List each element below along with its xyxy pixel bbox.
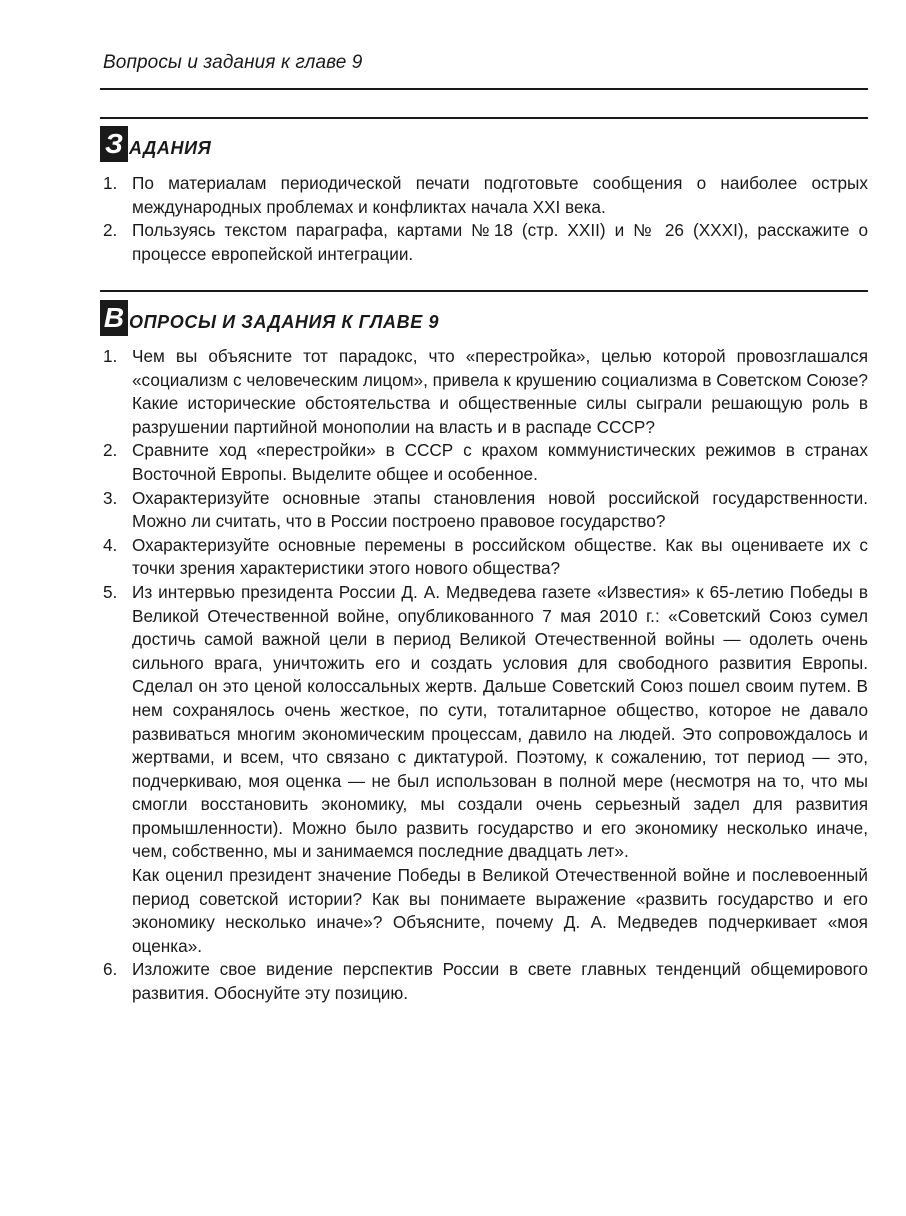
- item-text: Пользуясь текстом параграфа, картами №18 (стр. XXII) и № 26 (XXXI), расскажите о процессе европейской интеграции.: [132, 220, 868, 264]
- tasks-heading-text: АДАНИЯ: [129, 138, 212, 158]
- item-number: 5.: [103, 581, 118, 602]
- list-item: [103, 219, 868, 266]
- item-text: По материалам периодической печати подготовьте сообщения о наиболее острых международных проблемах и конфликтах начала XXI века.: [132, 173, 868, 217]
- item-number: 2.: [103, 440, 118, 461]
- list-item: [103, 487, 868, 534]
- item-text: Охарактеризуйте основные перемены в российском обществе. Как вы оцениваете их с точки зрения характеристики этого нового общества?: [132, 534, 868, 579]
- item-text: Из интервью президента России Д. А. Медведева газете «Известия» к 65-летию Победы в Великой Отечественной войне, опубликованного 7 мая 2010 г.: «Советский Союз сумел достичь самой важной цели в период Великой Отечественной войны — одолеть очень сильного врага, уничтожить его и создать условия для свободного развития Европы. Сделал он это ценой колоссальных жертв. Дальше Советский Союз пошел своим путем. В нем сохранялось очень жесткое, по сути, тоталитарное общество, которое не давало развиваться многим экономическим процессам, давило на людей. Это сопровождалось и жертвами, и всем, что связано с диктатурой. Поэтому, к сожалению, тот период — это, подчеркиваю, моя оценка — не был использован в полной мере (несмотря на то, что мы смогли восстановить экономику, мы создали очень серьезный задел для развития промышленности). Можно было развить государство и его экономику несколько иначе, чем, собственно, мы и занимаемся последние двадцать лет».: [132, 581, 868, 862]
- questions-list: [103, 345, 868, 1006]
- item-text: Изложите свое видение перспектив России в свете главных тенденций общемирового развития. Обоснуйте эту позицию.: [132, 959, 868, 1004]
- item-text: Сравните ход «перестройки» в СССР с крахом коммунистических режимов в странах Восточной Европы. Выделите общее и особенное.: [132, 440, 868, 484]
- item-text: Чем вы объясните тот парадокс, что «перестройка», целью которой провозглашался «социализм с человеческим лицом», привела к крушению социализма в Советском Союзе? Какие исторические обстоятельства и общественные силы сыграли решающую роль в разрушении партийной монополии на власть и в распаде СССР?: [132, 346, 868, 437]
- tasks-heading: [100, 122, 211, 162]
- item-number: 4.: [103, 534, 118, 555]
- questions-heading-text: ОПРОСЫ И ЗАДАНИЯ К ГЛАВЕ 9: [129, 312, 440, 332]
- item-number: 1.: [103, 173, 118, 193]
- list-item: [103, 534, 868, 581]
- item-number: 1.: [103, 346, 118, 366]
- item-text: Охарактеризуйте основные этапы становления новой российской государственности. Можно ли считать, что в России построено правовое государство?: [132, 487, 868, 532]
- questions-section-rule: [100, 290, 868, 292]
- tasks-list: [103, 172, 868, 266]
- item-number: 6.: [103, 959, 118, 980]
- item-number: 3.: [103, 487, 118, 508]
- list-item: [103, 345, 868, 439]
- questions-heading-initial: В: [100, 300, 128, 336]
- running-head: Вопросы и задания к главе 9: [103, 52, 363, 73]
- list-item: [103, 172, 868, 219]
- tasks-heading-initial: З: [100, 126, 128, 162]
- item-number: 2.: [103, 220, 118, 241]
- list-item: [103, 581, 868, 959]
- questions-heading: [100, 296, 439, 336]
- tasks-section-rule: [100, 117, 868, 119]
- header-rule: [100, 88, 868, 90]
- list-item: [103, 439, 868, 486]
- list-item: [103, 958, 868, 1005]
- item-followup-text: Как оценил президент значение Победы в Великой Отечественной войне и послевоенный период советской истории? Как вы понимаете выражение «развить государство и его экономику несколько иначе»? Объясните, почему Д. А. Медведев подчеркивает «моя оценка».: [132, 865, 868, 956]
